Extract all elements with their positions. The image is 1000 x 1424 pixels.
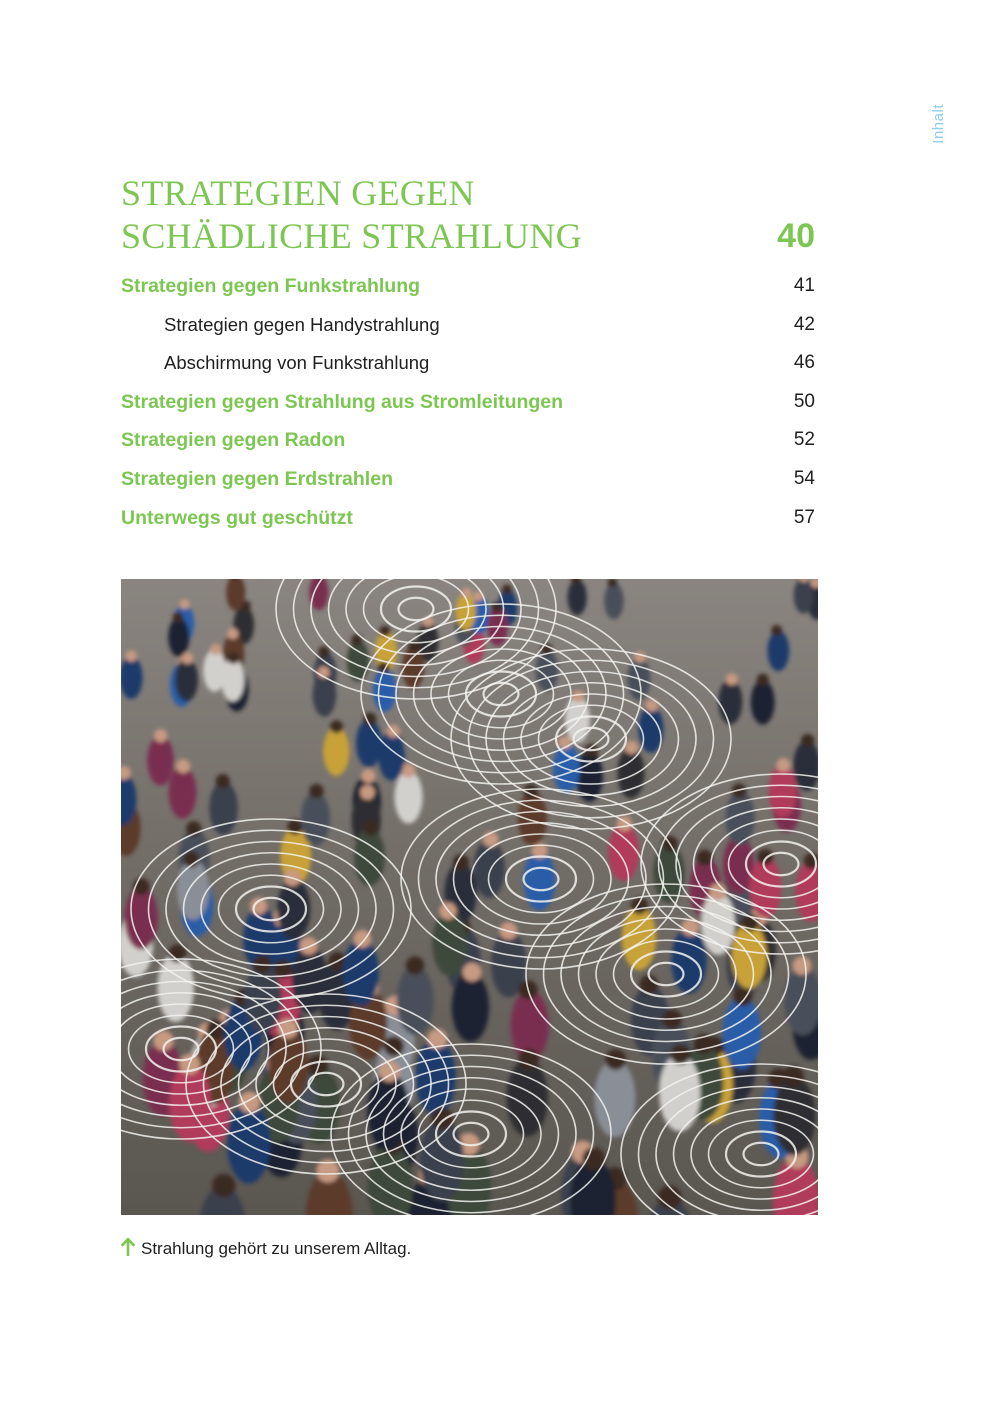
chapter-title-line-2: SCHÄDLICHE STRAHLUNG — [121, 216, 583, 256]
toc-entry-label: Unterwegs gut geschützt — [121, 506, 353, 529]
photo-illustration — [121, 579, 818, 1215]
toc-entry-label: Abschirmung von Funkstrahlung — [164, 352, 430, 374]
section-tab-label: Inhalt — [930, 104, 947, 144]
arrow-up-icon — [121, 1238, 135, 1261]
toc-entry-label: Strategien gegen Strahlung aus Stromleitungen — [121, 390, 564, 413]
toc-entry[interactable] — [121, 422, 815, 461]
toc-entry-page: 54 — [793, 467, 815, 489]
toc-entry[interactable] — [121, 384, 815, 423]
toc-entry-page: 42 — [793, 313, 815, 335]
chapter-page-number: 40 — [777, 217, 815, 255]
toc-entry-page: 50 — [793, 390, 815, 412]
toc-entry[interactable] — [121, 500, 815, 539]
caption-text: Strahlung gehört zu unserem Alltag. — [141, 1239, 412, 1258]
toc-entry-page: 52 — [793, 429, 815, 451]
toc-entry-label: Strategien gegen Radon — [121, 429, 346, 452]
toc-entry[interactable] — [121, 307, 815, 346]
toc-entry-label: Strategien gegen Handystrahlung — [164, 313, 440, 335]
toc-entry-page: 46 — [793, 352, 815, 374]
table-of-contents — [121, 268, 815, 538]
toc-entry[interactable] — [121, 461, 815, 500]
toc-entry-label: Strategien gegen Funkstrahlung — [121, 275, 421, 297]
photo-caption — [121, 1238, 411, 1261]
toc-entry[interactable] — [121, 345, 815, 384]
chapter-heading[interactable] — [121, 172, 817, 258]
crowd-photo-with-radiation-rings — [121, 579, 818, 1215]
chapter-title-line-1: STRATEGIEN GEGEN — [121, 173, 475, 213]
toc-entry[interactable] — [121, 268, 815, 307]
chapter-title — [121, 172, 817, 258]
toc-entry-page: 41 — [793, 275, 815, 296]
toc-entry-label: Strategien gegen Erdstrahlen — [121, 467, 393, 490]
toc-entry-page: 57 — [793, 506, 815, 528]
